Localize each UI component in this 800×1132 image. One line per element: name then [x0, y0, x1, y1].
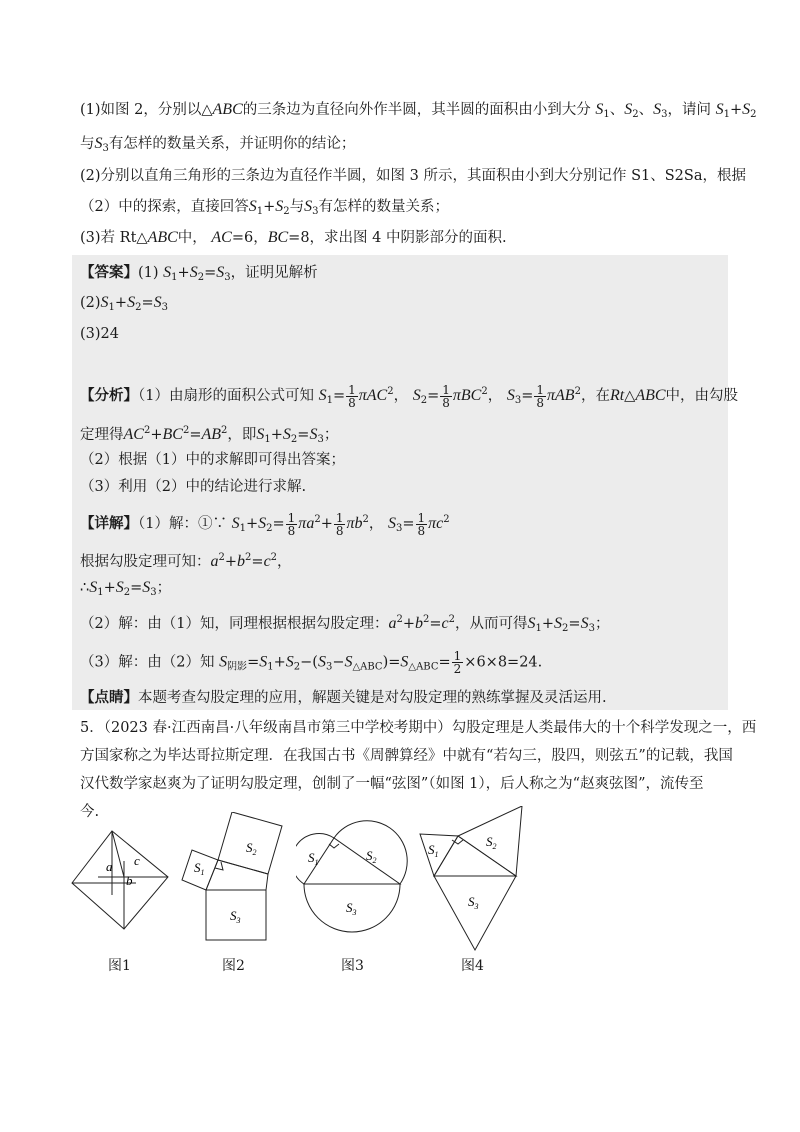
figure-4-caption: 图4 — [461, 958, 484, 974]
q3-text-a: (3)若 Rt — [80, 230, 137, 246]
fig2-label-s1: $S_1$ — [194, 860, 205, 877]
detail-text-f: （3）解：由（2）知 — [80, 654, 215, 671]
fig4-triangle-s3 — [434, 876, 516, 950]
analysis-text-c: 中，由勾股 — [665, 388, 739, 404]
detail-line-5: （3）解：由（2）知 $S_{阴影}=S_1+S_2-(S_3-S_{\triangle ABC})=S_{\triangle ABC}=$ $\frac{1}{2}$ ×6×8=24. — [80, 649, 543, 676]
q2-text-a: (2)分别以直角三角形的三条边为直径作半圆，如图 3 所示，其面积由小到大分别记作 S1、S2Sa，根据 — [80, 168, 746, 184]
analysis-text-b: ，在 — [580, 388, 610, 404]
q5-line-2 — [80, 746, 733, 766]
fig2-triangle — [206, 860, 268, 890]
detail-text-c: ∴ — [80, 580, 90, 596]
q5-text-3: 汉代数学家赵爽为了证明勾股定理，创制了一幅“弦图”（如图 1），后人称之为“赵爽弦图”，流传至 — [80, 776, 704, 792]
analysis-line-3 — [80, 450, 345, 470]
figure-2-squares-diagram — [180, 812, 290, 942]
fig1-label-b: b — [126, 873, 133, 888]
q5-text-2: 方国家称之为毕达哥拉斯定理．在我国古书《周髀算经》中就有“若勾三，股四，则弦五”的记载，我国 — [80, 748, 733, 764]
q5-line-3 — [80, 774, 703, 794]
fig4-label-s1: $S_1$ — [428, 842, 439, 859]
analysis-text-g: （3）利用（2）中的结论进行求解. — [80, 479, 307, 495]
fig3-label-s3: $S_3$ — [346, 900, 357, 917]
math-triangle-abc: △ABC — [201, 101, 243, 118]
q-part-1-line-1: (1)如图 2，分别以△ABC的三条边为直径向外作半圆，其半圆的面积由小到大分 $S_1$、$S_2$、$S_3$，请问 $S_1+S_2$ — [80, 101, 757, 120]
q1-text-e: 有怎样的数量关系，并证明你的结论； — [108, 136, 356, 152]
answer-line-3 — [80, 324, 119, 344]
q-part-1-line-2: 与$S_3$有怎样的数量关系，并证明你的结论； — [80, 135, 356, 154]
detail-text-d: （2）解：由（1）知，同理根据根据勾股定理： — [80, 616, 389, 632]
fig1-label-c: c — [134, 853, 140, 868]
q1-text-a: (1)如图 2，分别以 — [80, 102, 202, 118]
figure-4-triangles-diagram — [418, 806, 530, 952]
q5-text-4: 今. — [80, 804, 100, 820]
answer-line-2: $(2)S_1+S_2=S_3$ — [80, 294, 168, 313]
q2-text-d: 有怎样的数量关系； — [318, 199, 450, 215]
q1-text-b: 的三条边为直径向外作半圆，其半圆的面积由小到大分 — [242, 102, 591, 118]
figure-1-zhao-shuang-diagram — [68, 825, 178, 935]
q5-text-1: 5．（2023 春·江西南昌·八年级南昌市第三中学校考期中）勾股定理是人类最伟大的十个科学发现之一，西 — [80, 720, 757, 736]
analysis-text-a: （1）由扇形的面积公式可知 — [138, 388, 314, 404]
detail-text-b: 根据勾股定理可知： — [80, 554, 211, 570]
q2-text-c: 与 — [289, 199, 305, 215]
analysis-text-e: ，即 — [227, 427, 257, 443]
analysis-text-f: （2）根据（1）中的求解即可得出答案； — [80, 452, 345, 468]
detail-text-e: ，从而可得 — [455, 616, 528, 632]
answer-1-num: (1) — [138, 265, 159, 281]
q5-line-4 — [80, 802, 99, 822]
analysis-line-4 — [80, 477, 306, 497]
comment-text: 本题考查勾股定理的应用，解题关键是对勾股定理的熟练掌握及灵活运用. — [138, 690, 607, 706]
fig4-label-s3: $S_3$ — [468, 894, 479, 911]
fig3-label-s2: $S_2$ — [366, 848, 377, 865]
q1-text-c: ，请问 — [667, 102, 711, 118]
answer-label: 【答案】 — [80, 264, 138, 281]
figure-2-caption: 图2 — [222, 958, 245, 974]
answer-2-num: (2) — [80, 295, 101, 311]
q-part-3-line: (3)若 Rt△ABC中， AC=6，BC=8，求出图 4 中阴影部分的面积. — [80, 229, 507, 246]
q2-text-b: （2）中的探索，直接回答 — [80, 199, 249, 215]
fig1-outer-square — [72, 831, 168, 929]
fig2-label-s3: $S_3$ — [230, 908, 241, 925]
analysis-label: 【分析】 — [80, 387, 138, 404]
analysis-text-d: 定理得 — [80, 427, 124, 443]
q1-text-d: 与 — [80, 136, 95, 152]
detail-line-3: $\therefore S_1+S_2=S_3$； — [80, 579, 172, 598]
answer-1-text: ，证明见解析 — [230, 265, 318, 281]
figure-3-semicircles-diagram — [296, 820, 414, 945]
q-part-2-line-2: （2）中的探索，直接回答$S_1+S_2$与$S_3$有怎样的数量关系； — [80, 198, 450, 217]
detail-text-a: （1）解：① — [138, 516, 213, 532]
fig1-label-a: a — [106, 859, 113, 874]
q3-text-b: 中， — [177, 230, 207, 246]
detail-label: 【详解】 — [80, 515, 138, 532]
fig3-label-s1: $S_1$ — [308, 850, 319, 867]
fig2-label-s2: $S_2$ — [246, 840, 257, 857]
answer-line-1: 【答案】(1) $S_1+S_2=S_3$，证明见解析 — [80, 264, 318, 283]
detail-line-1: 【详解】（1）解：①∵ $S_1+S_2=$ $\frac{1}{8}$ $\pi a^2+$ $\frac{1}{8}$ $\pi b^2$， $S_3=$ $\frac{1}{8}$ $\pi c^2$ — [80, 510, 450, 538]
analysis-line-2: 定理得$AC^2+BC^2=AB^2$，即$S_1+S_2=S_3$； — [80, 425, 339, 445]
q5-line-1 — [80, 718, 756, 738]
figure-3-caption: 图3 — [341, 958, 364, 974]
detail-line-2: 根据勾股定理可知：$a^2+b^2=c^2$， — [80, 552, 292, 570]
q-part-2-line-1 — [80, 166, 746, 186]
analysis-line-1: 【分析】（1）由扇形的面积公式可知 $S_1=$ $\frac{1}{8}$ πAC$^2$， $S_2=$ $\frac{1}{8}$ πBC$^2$， $S_3=$ $\frac{1}{8}$ πAB$^2$，在Rt△ABC中，由勾股 — [80, 382, 739, 410]
comment-label: 【点睛】 — [80, 689, 138, 706]
figure-1-caption: 图1 — [108, 958, 131, 974]
comment-line — [80, 688, 607, 708]
fig4-label-s2: $S_2$ — [486, 834, 497, 851]
answer-3-text: (3)24 — [80, 326, 119, 342]
q3-text-c: ，求出图 4 中阴影部分的面积. — [309, 230, 507, 246]
detail-line-4: （2）解：由（1）知，同理根据根据勾股定理：$a^2+b^2=c^2$，从而可得$S_1+S_2=S_3$； — [80, 614, 610, 634]
